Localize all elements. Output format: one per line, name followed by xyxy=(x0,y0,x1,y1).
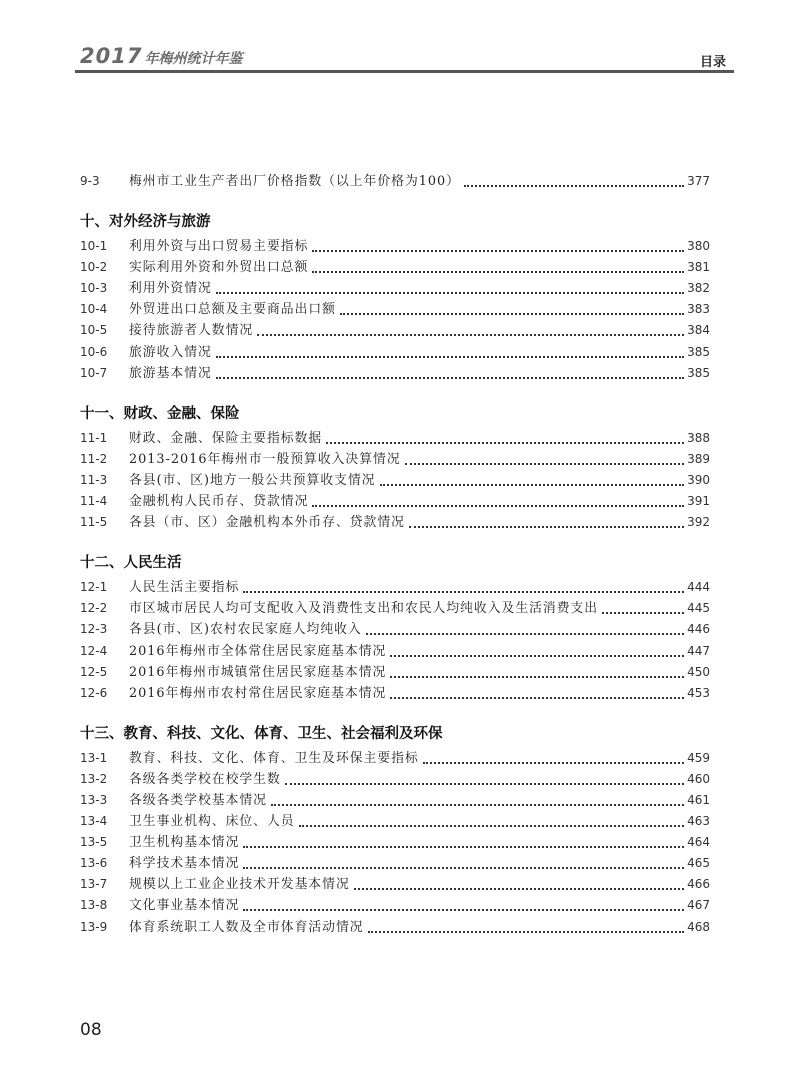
toc-entry-page: 389 xyxy=(687,451,710,466)
toc-entry[interactable] xyxy=(80,166,710,192)
toc-entry-number: 12-1 xyxy=(80,580,108,595)
toc-continued xyxy=(80,166,710,192)
toc-entry-page: 384 xyxy=(687,323,710,338)
toc-entry-page: 444 xyxy=(687,580,710,595)
toc-entry-page: 383 xyxy=(687,302,710,317)
toc-entry-page: 464 xyxy=(687,835,710,850)
toc-entry-title: 实际利用外资和外贸出口总额 xyxy=(129,260,309,276)
dot-leader xyxy=(368,931,685,933)
toc-entry-title: 2016年梅州市城镇常住居民家庭基本情况 xyxy=(129,664,387,680)
toc-entry-number: 10-6 xyxy=(80,344,108,359)
toc-entry-title: 2016年梅州市农村常住居民家庭基本情况 xyxy=(129,685,387,701)
yearbook-title: 年梅州统计年鉴 xyxy=(144,51,243,67)
toc-entry[interactable] xyxy=(80,577,710,598)
toc-entry-page: 391 xyxy=(687,494,710,509)
toc-entry-page: 447 xyxy=(687,643,710,658)
toc-entry-page: 380 xyxy=(687,239,710,254)
toc-entry[interactable] xyxy=(80,853,710,874)
toc-entry-number: 9-3 xyxy=(80,174,100,188)
toc-entry-number: 11-1 xyxy=(80,430,108,445)
dot-leader xyxy=(405,463,684,465)
toc-entry-page: 390 xyxy=(687,472,710,487)
toc-entry-title: 各级各类学校在校学生数 xyxy=(129,771,281,787)
toc-entry-page: 388 xyxy=(687,430,710,445)
yearbook-year: 2017 xyxy=(80,44,143,68)
dot-leader xyxy=(380,484,685,486)
toc-entry-page: 377 xyxy=(687,174,710,188)
toc-entry-page: 446 xyxy=(687,622,710,637)
toc-entry-number: 10-5 xyxy=(80,323,108,338)
toc-entry-page: 381 xyxy=(687,260,710,275)
toc-entry[interactable] xyxy=(80,320,710,341)
toc-section xyxy=(80,551,710,704)
dot-leader xyxy=(312,505,684,507)
toc-entry[interactable] xyxy=(80,598,710,619)
toc-entry[interactable] xyxy=(80,449,710,470)
dot-leader xyxy=(312,250,684,252)
toc-entry[interactable] xyxy=(80,662,710,683)
dot-leader xyxy=(285,783,684,785)
toc-entry-number: 11-2 xyxy=(80,451,108,466)
dot-leader xyxy=(243,846,684,848)
toc-entry-title: 2013-2016年梅州市一般预算收入决算情况 xyxy=(129,451,401,467)
toc-entry[interactable] xyxy=(80,748,710,769)
section-heading: 十三、教育、科技、文化、体育、卫生、社会福利及环保 xyxy=(80,725,443,742)
toc-entry[interactable] xyxy=(80,874,710,895)
toc-entry-title: 2016年梅州市全体常住居民家庭基本情况 xyxy=(129,643,387,659)
toc-entry[interactable] xyxy=(80,811,710,832)
dot-leader xyxy=(243,867,684,869)
toc-entry-page: 461 xyxy=(687,792,710,807)
dot-leader xyxy=(243,591,684,593)
toc-entry-page: 467 xyxy=(687,898,710,913)
toc-entry-number: 11-4 xyxy=(80,494,108,509)
toc-entry-title: 卫生机构基本情况 xyxy=(129,835,240,851)
toc-entry-number: 13-6 xyxy=(80,856,108,871)
dot-leader xyxy=(423,762,684,764)
toc-entry-page: 385 xyxy=(687,365,710,380)
toc-entry-page: 466 xyxy=(687,877,710,892)
toc-sections xyxy=(80,210,710,938)
toc-entry[interactable] xyxy=(80,640,710,661)
toc-section xyxy=(80,210,710,384)
toc-entry-title: 科学技术基本情况 xyxy=(129,856,240,872)
toc-entry[interactable] xyxy=(80,470,710,491)
toc-entry-number: 13-4 xyxy=(80,814,108,829)
dot-leader xyxy=(464,185,684,187)
dot-leader xyxy=(390,676,684,678)
toc-entry-title: 旅游收入情况 xyxy=(129,344,212,360)
toc-entry-title: 利用外资情况 xyxy=(129,281,212,297)
page-header xyxy=(0,0,794,80)
toc-entry[interactable] xyxy=(80,619,710,640)
toc-entry[interactable] xyxy=(80,363,710,384)
toc-entry-number: 13-1 xyxy=(80,750,108,765)
toc-entry[interactable] xyxy=(80,683,710,704)
toc-entry-number: 12-5 xyxy=(80,664,108,679)
toc-entry-number: 13-7 xyxy=(80,877,108,892)
toc-entry[interactable] xyxy=(80,341,710,362)
toc-entry-number: 10-1 xyxy=(80,239,108,254)
toc-entry-page: 459 xyxy=(687,750,710,765)
toc-entry[interactable] xyxy=(80,236,710,257)
toc-entry-number: 13-3 xyxy=(80,792,108,807)
toc-entry-title: 体育系统职工人数及全市体育活动情况 xyxy=(129,919,364,935)
toc-entry[interactable] xyxy=(80,299,710,320)
toc-entry-number: 13-8 xyxy=(80,898,108,913)
section-heading: 十一、财政、金融、保险 xyxy=(80,405,240,422)
toc-entry-number: 12-4 xyxy=(80,643,108,658)
toc-entry-title: 接待旅游者人数情况 xyxy=(129,323,254,339)
toc-entry-number: 11-5 xyxy=(80,515,108,530)
toc-entry-page: 453 xyxy=(687,685,710,700)
toc-entry[interactable] xyxy=(80,895,710,916)
toc-section xyxy=(80,722,710,938)
dot-leader xyxy=(390,655,684,657)
toc-entry-page: 460 xyxy=(687,771,710,786)
toc-entry-title: 各县（市、区）金融机构本外币存、贷款情况 xyxy=(129,515,405,531)
toc-entry-page: 463 xyxy=(687,814,710,829)
toc-entry-number: 10-2 xyxy=(80,260,108,275)
toc-entry-title: 利用外资与出口贸易主要指标 xyxy=(129,239,309,255)
dot-leader xyxy=(366,633,684,635)
toc-entry-title: 金融机构人民币存、贷款情况 xyxy=(129,494,309,510)
toc-entry[interactable] xyxy=(80,491,710,512)
dot-leader xyxy=(390,697,684,699)
section-heading: 十二、人民生活 xyxy=(80,555,182,572)
toc-entry-page: 392 xyxy=(687,515,710,530)
toc-entry-number: 11-3 xyxy=(80,472,108,487)
dot-leader xyxy=(271,804,684,806)
toc-entry-title: 规模以上工业企业技术开发基本情况 xyxy=(129,877,350,893)
toc-entry[interactable] xyxy=(80,769,710,790)
toc-entry[interactable] xyxy=(80,512,710,533)
toc-entry-title: 财政、金融、保险主要指标数据 xyxy=(129,430,323,446)
yearbook-brand xyxy=(80,44,242,68)
dot-leader xyxy=(216,377,684,379)
toc-entry-number: 12-6 xyxy=(80,685,108,700)
toc-entry-title: 卫生事业机构、床位、人员 xyxy=(129,814,295,830)
dot-leader xyxy=(312,271,684,273)
section-heading: 十、对外经济与旅游 xyxy=(80,214,211,230)
toc-entry-number: 12-2 xyxy=(80,601,108,616)
toc-entry-page: 465 xyxy=(687,856,710,871)
dot-leader xyxy=(299,825,685,827)
dot-leader xyxy=(409,526,684,528)
header-rule xyxy=(75,70,734,73)
toc-entry-page: 382 xyxy=(687,281,710,296)
dot-leader xyxy=(354,888,684,890)
toc-entry[interactable] xyxy=(80,790,710,811)
toc-entry-number: 12-3 xyxy=(80,622,108,637)
section-tag: 目录 xyxy=(699,55,726,70)
dot-leader xyxy=(257,334,684,336)
toc-section xyxy=(80,402,710,533)
toc-entry-title: 外贸进出口总额及主要商品出口额 xyxy=(129,302,336,318)
toc-entry-number: 13-9 xyxy=(80,919,108,934)
toc-entry[interactable] xyxy=(80,832,710,853)
toc-entry[interactable] xyxy=(80,278,710,299)
dot-leader xyxy=(243,909,684,911)
toc-entry-number: 13-2 xyxy=(80,771,108,786)
toc-entry-page: 450 xyxy=(687,664,710,679)
toc-entry-page: 468 xyxy=(687,919,710,934)
toc-entry-title: 人民生活主要指标 xyxy=(129,580,240,596)
toc-entry[interactable] xyxy=(80,257,710,278)
toc-entry-title: 文化事业基本情况 xyxy=(129,898,240,914)
toc-entry-page: 445 xyxy=(687,601,710,616)
dot-leader xyxy=(216,292,684,294)
toc-entry-title: 梅州市工业生产者出厂价格指数（以上年价格为100） xyxy=(129,174,460,189)
toc-entry-page: 385 xyxy=(687,344,710,359)
toc-entry-title: 各县(市、区)农村农民家庭人均纯收入 xyxy=(129,622,362,638)
toc-entry-number: 13-5 xyxy=(80,835,108,850)
dot-leader xyxy=(326,442,684,444)
toc-entry-title: 市区城市居民人均可支配收入及消费性支出和农民人均纯收入及生活消费支出 xyxy=(129,601,599,617)
dot-leader xyxy=(602,612,684,614)
dot-leader xyxy=(216,356,684,358)
toc-entry-number: 10-4 xyxy=(80,302,108,317)
page-number: 08 xyxy=(80,1020,102,1040)
toc-entry-number: 10-7 xyxy=(80,365,108,380)
toc-entry-title: 各级各类学校基本情况 xyxy=(129,792,267,808)
toc-entry-title: 教育、科技、文化、体育、卫生及环保主要指标 xyxy=(129,750,419,766)
toc-entry[interactable] xyxy=(80,916,710,937)
toc-entry-number: 10-3 xyxy=(80,281,108,296)
dot-leader xyxy=(340,313,684,315)
toc-entry-title: 各县(市、区)地方一般公共预算收支情况 xyxy=(129,472,376,488)
toc-entry[interactable] xyxy=(80,428,710,449)
table-of-contents xyxy=(80,166,710,956)
toc-entry-title: 旅游基本情况 xyxy=(129,365,212,381)
